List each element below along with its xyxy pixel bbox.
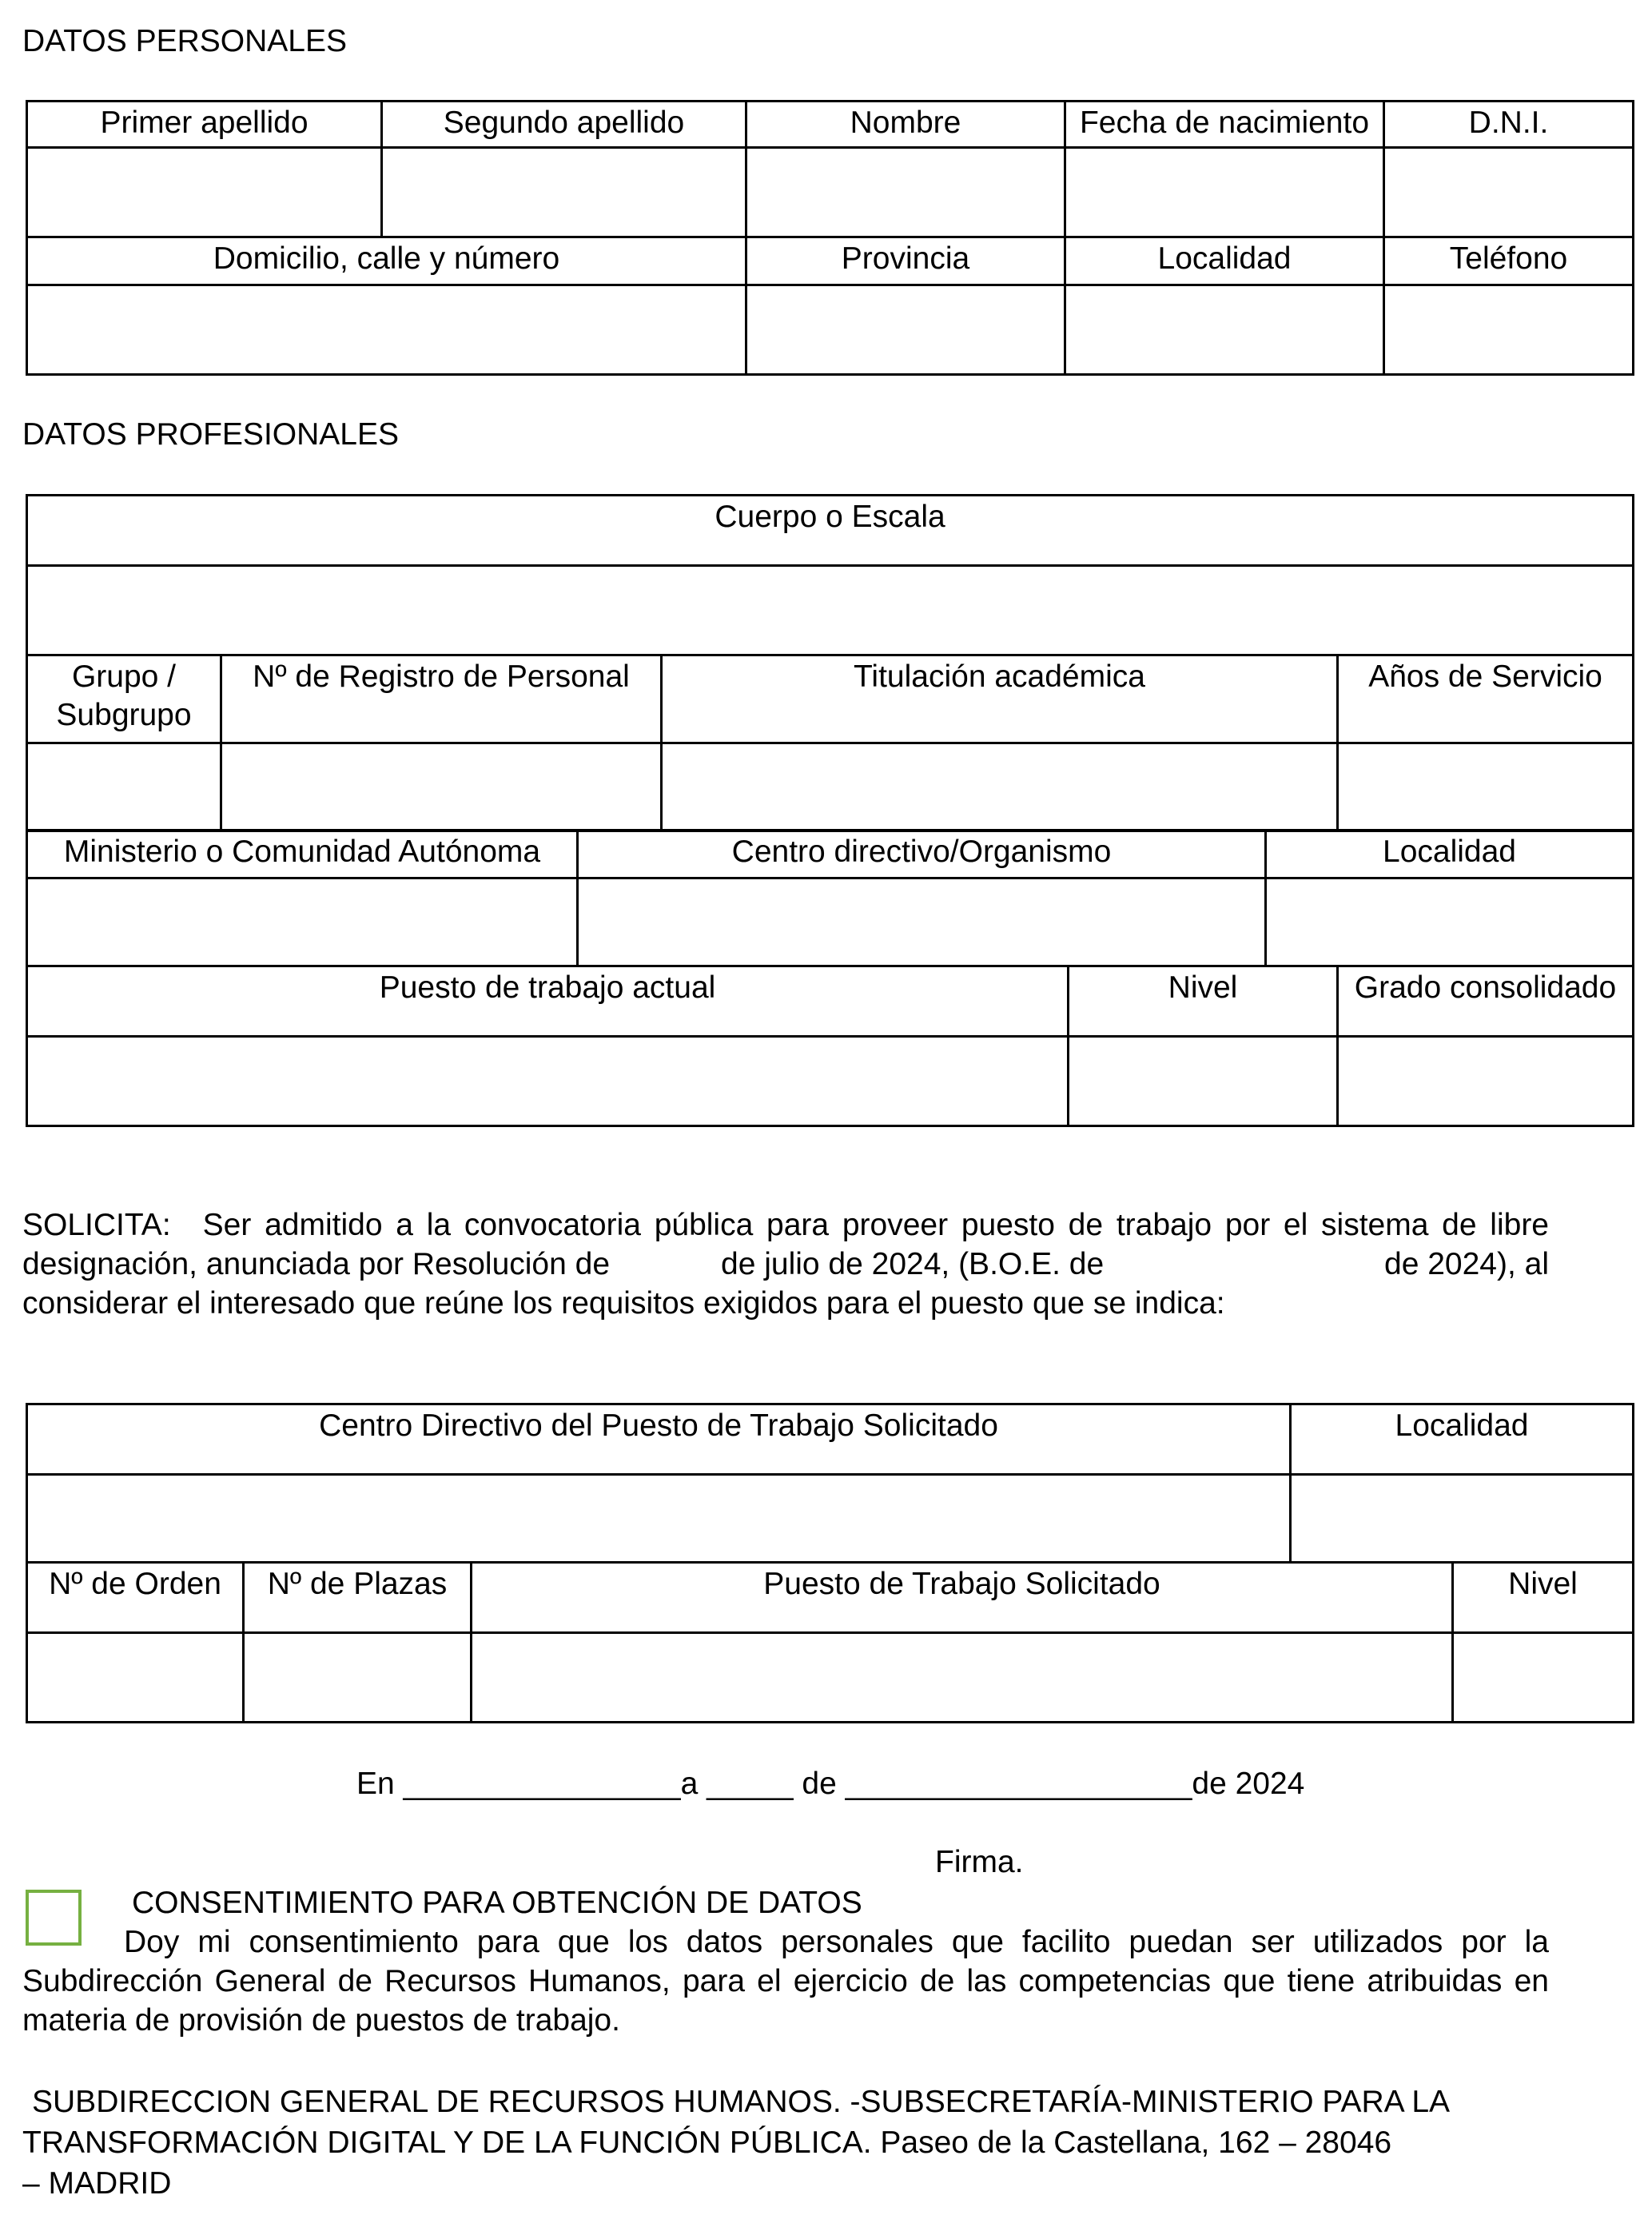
solicita-label: SOLICITA:	[22, 1208, 171, 1242]
solicita-text-2b: de julio de 2024, (B.O.E. de	[721, 1247, 1105, 1281]
field-numero-orden[interactable]	[27, 1633, 244, 1723]
request-table-2	[26, 1561, 1634, 1723]
header-grupo-line1: Grupo /	[71, 659, 177, 694]
header-numero-orden: Nº de Orden	[27, 1563, 244, 1633]
header-registro-personal: Nº de Registro de Personal	[221, 655, 662, 743]
field-nivel-solicitado[interactable]	[1453, 1633, 1634, 1723]
section-title-personal: DATOS PERSONALES	[22, 24, 348, 58]
header-provincia: Provincia	[746, 237, 1065, 285]
header-localidad-profesional: Localidad	[1266, 831, 1634, 878]
header-grupo-subgrupo	[27, 655, 221, 743]
footer-line-1: SUBDIRECCION GENERAL DE RECURSOS HUMANOS. -SUBSECRETARÍA-MINISTERIO PARA LA	[32, 2085, 1451, 2119]
section-title-professional: DATOS PROFESIONALES	[22, 417, 400, 452]
field-puesto-actual[interactable]	[27, 1037, 1069, 1126]
field-grado-consolidado[interactable]	[1338, 1037, 1634, 1126]
header-nombre: Nombre	[746, 102, 1065, 148]
field-localidad-profesional[interactable]	[1266, 878, 1634, 966]
field-centro-directivo[interactable]	[578, 878, 1266, 966]
header-fecha-nacimiento: Fecha de nacimiento	[1065, 102, 1384, 148]
footer-line-2: TRANSFORMACIÓN DIGITAL Y DE LA FUNCIÓN PÚBLICA. Paseo de la Castellana, 162 – 28046	[22, 2125, 1392, 2160]
header-dni: D.N.I.	[1384, 102, 1634, 148]
header-segundo-apellido: Segundo apellido	[382, 102, 746, 148]
header-puesto-actual: Puesto de trabajo actual	[27, 966, 1069, 1037]
header-centro-solicitado: Centro Directivo del Puesto de Trabajo Solicitado	[27, 1404, 1291, 1475]
professional-data-table-3	[26, 965, 1634, 1127]
professional-data-table-2	[26, 829, 1634, 967]
personal-data-table	[26, 100, 1634, 376]
header-grupo-line2: Subgrupo	[56, 698, 192, 732]
field-titulacion[interactable]	[662, 743, 1338, 831]
header-puesto-solicitado: Puesto de Trabajo Solicitado	[472, 1563, 1453, 1633]
solicita-text-2a: designación, anunciada por Resolución de	[22, 1247, 611, 1281]
signature-label: Firma.	[935, 1845, 1024, 1879]
field-nombre[interactable]	[746, 148, 1065, 237]
field-primer-apellido[interactable]	[27, 148, 382, 237]
solicita-line-2	[22, 1245, 1549, 1284]
professional-data-table-1	[26, 494, 1634, 832]
footer-line-3: – MADRID	[22, 2166, 172, 2201]
header-numero-plazas: Nº de Plazas	[244, 1563, 472, 1633]
header-localidad-solicitada: Localidad	[1291, 1404, 1634, 1475]
field-registro-personal[interactable]	[221, 743, 662, 831]
header-centro-directivo: Centro directivo/Organismo	[578, 831, 1266, 878]
header-nivel-solicitado: Nivel	[1453, 1563, 1634, 1633]
header-grado-consolidado: Grado consolidado	[1338, 966, 1634, 1037]
field-domicilio[interactable]	[27, 285, 746, 375]
field-localidad-solicitada[interactable]	[1291, 1475, 1634, 1563]
field-provincia[interactable]	[746, 285, 1065, 375]
solicita-line-1	[22, 1205, 1549, 1245]
header-ministerio: Ministerio o Comunidad Autónoma	[27, 831, 578, 878]
field-anios-servicio[interactable]	[1338, 743, 1634, 831]
field-puesto-solicitado[interactable]	[472, 1633, 1453, 1723]
consent-text: Doy mi consentimiento para que los datos personales que facilito puedan ser utilizados por la Subdirección General de Recursos Humanos, para el ejercicio de las competencias que tiene atribuidas en materia de provisión de puestos de trabajo.	[22, 1925, 1549, 2038]
header-titulacion: Titulación académica	[662, 655, 1338, 743]
header-cuerpo-escala: Cuerpo o Escala	[27, 496, 1634, 566]
solicita-line-3: considerar el interesado que reúne los requisitos exigidos para el puesto que se indica:	[22, 1286, 1225, 1321]
field-localidad[interactable]	[1065, 285, 1384, 375]
consent-title: CONSENTIMIENTO PARA OBTENCIÓN DE DATOS	[132, 1886, 862, 1920]
header-domicilio: Domicilio, calle y número	[27, 237, 746, 285]
field-telefono[interactable]	[1384, 285, 1634, 375]
header-localidad: Localidad	[1065, 237, 1384, 285]
field-segundo-apellido[interactable]	[382, 148, 746, 237]
header-nivel: Nivel	[1069, 966, 1338, 1037]
field-nivel[interactable]	[1069, 1037, 1338, 1126]
field-cuerpo-escala[interactable]	[27, 566, 1634, 655]
field-centro-solicitado[interactable]	[27, 1475, 1291, 1563]
footer-address	[22, 2082, 1450, 2204]
field-dni[interactable]	[1384, 148, 1634, 237]
header-primer-apellido: Primer apellido	[27, 102, 382, 148]
field-numero-plazas[interactable]	[244, 1633, 472, 1723]
solicita-text-2c: de 2024), al	[1384, 1247, 1549, 1281]
field-grupo-subgrupo[interactable]	[27, 743, 221, 831]
header-telefono: Teléfono	[1384, 237, 1634, 285]
date-line: En ________________a _____ de ____________________de 2024	[356, 1767, 1305, 1801]
header-anios-servicio: Años de Servicio	[1338, 655, 1634, 743]
solicita-paragraph	[22, 1205, 1549, 1323]
request-table-1	[26, 1403, 1634, 1564]
field-ministerio[interactable]	[27, 878, 578, 966]
solicita-text-1: Ser admitido a la convocatoria pública para proveer puesto de trabajo por el sistema de libre	[202, 1208, 1549, 1242]
field-fecha-nacimiento[interactable]	[1065, 148, 1384, 237]
